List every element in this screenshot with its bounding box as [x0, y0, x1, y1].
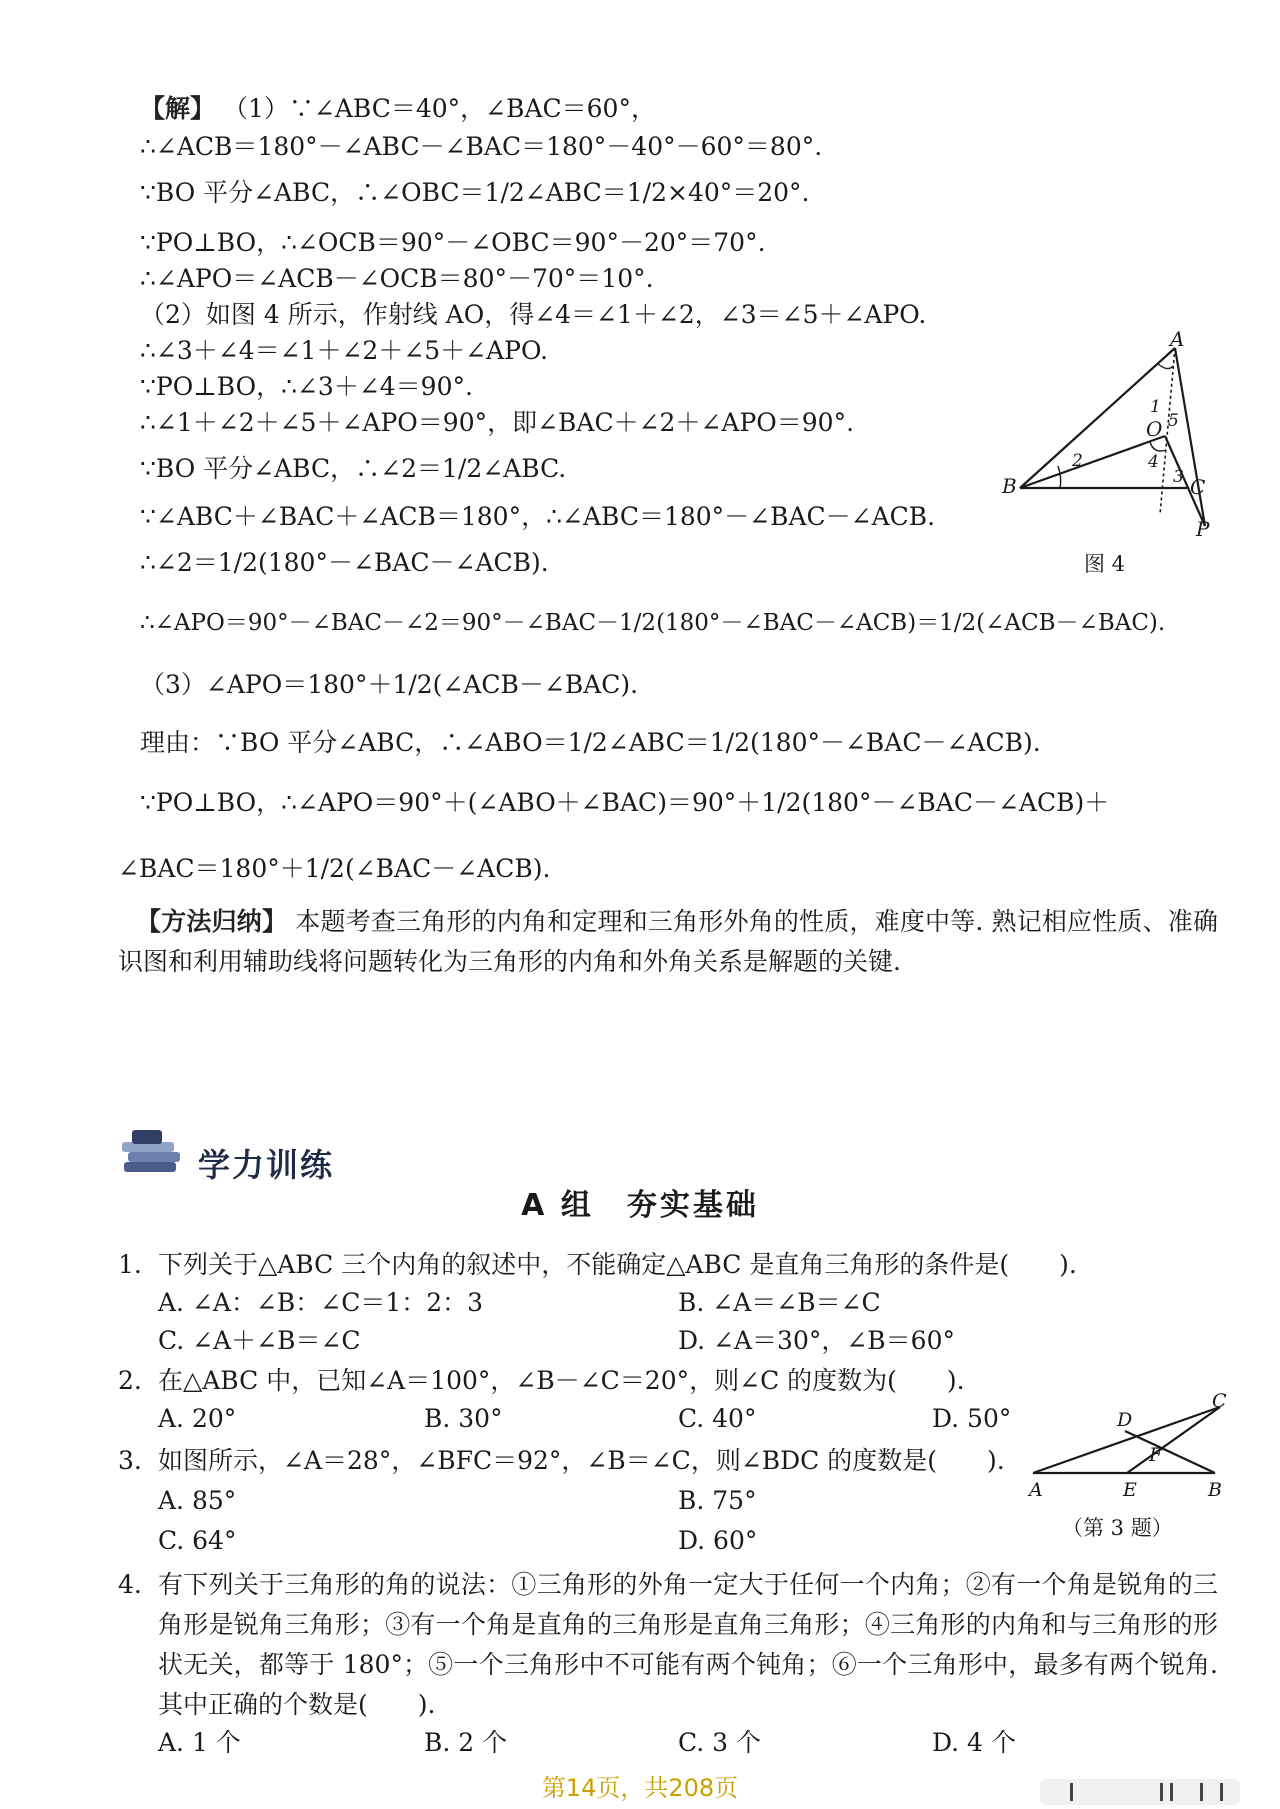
option-c: C. ∠A＋∠B＝∠C [158, 1326, 361, 1355]
fig4-seg-BO [1020, 436, 1165, 488]
figure-3-diagram [1025, 1390, 1227, 1505]
solution-tag: 【解】 [140, 94, 216, 123]
option-a: A. 1 个 [158, 1728, 241, 1757]
fig3-label-A: A [1029, 1479, 1043, 1501]
solution-line: ∴∠1＋∠2＋∠5＋∠APO＝90°，即∠BAC＋∠2＋∠APO＝90°. [140, 408, 855, 437]
fig3-label-C: C [1212, 1390, 1227, 1412]
solution-line: ∴∠APO＝90°－∠BAC－∠2＝90°－∠BAC－1/2(180°－∠BAC－∠ACB)＝1/2(∠ACB－∠BAC). [140, 610, 1166, 636]
question-text: 如图所示，∠A＝28°，∠BFC＝92°，∠B＝∠C，则∠BDC 的度数是( ). [158, 1446, 1005, 1475]
question-text: 有下列关于三角形的角的说法：①三角形的外角一定大于任何一个内角；②有一个角是锐角的三角形是锐角三角形；③有一个角是直角的三角形是直角三角形；④三角形的内角和与三角形的形状无关，都等于 180°；⑤一个三角形中不可能有两个钝角；⑥一个三角形中，最多有两个锐角. 其中正确的个数是( ). [158, 1570, 1218, 1719]
option-d: D. 50° [932, 1404, 1012, 1433]
figure-4-caption: 图 4 [1084, 552, 1126, 576]
fig4-label-B: B [1002, 474, 1017, 498]
method-summary [118, 902, 1218, 982]
solution-line: ∴∠3＋∠4＝∠1＋∠2＋∠5＋∠APO. [140, 336, 548, 365]
question-number: 4. [118, 1570, 142, 1599]
group-title: A 组 夯实基础 [521, 1188, 759, 1223]
option-b: B. 75° [678, 1486, 757, 1515]
option-c: C. 64° [158, 1526, 237, 1555]
solution-line: ∵PO⊥BO，∴∠OCB＝90°－∠OBC＝90°－20°＝70°. [140, 228, 766, 257]
fig4-arc-1 [1158, 364, 1173, 369]
solution-line: （2）如图 4 所示，作射线 AO，得∠4＝∠1＋∠2，∠3＝∠5＋∠APO. [140, 300, 927, 329]
solution-text: （1）∵∠ABC＝40°，∠BAC＝60°， [222, 94, 656, 123]
solution-line: ∴∠ACB＝180°－∠ABC－∠BAC＝180°－40°－60°＝80°. [140, 132, 823, 161]
fig4-label-C: C [1190, 475, 1206, 499]
solution-line: ∵∠ABC＋∠BAC＋∠ACB＝180°，∴∠ABC＝180°－∠BAC－∠ACB. [140, 502, 936, 531]
option-b: B. 2 个 [424, 1728, 508, 1757]
question-text: 在△ABC 中，已知∠A＝100°，∠B－∠C＝20°，则∠C 的度数为( ). [158, 1366, 965, 1395]
solution-line: 理由：∵BO 平分∠ABC，∴∠ABO＝1/2∠ABC＝1/2(180°－∠BAC－∠ACB). [140, 728, 1041, 757]
fig3-label-B: B [1208, 1479, 1222, 1501]
figure-3-caption: （第 3 题） [1062, 1516, 1173, 1540]
fig4-angle-4: 4 [1148, 452, 1159, 472]
option-c: C. 40° [678, 1404, 757, 1433]
option-a: A. ∠A：∠B：∠C＝1：2：3 [158, 1288, 484, 1317]
solution-line: ∠BAC＝180°＋1/2(∠BAC－∠ACB). [118, 854, 551, 883]
fig4-label-O: O [1146, 417, 1163, 441]
question-number: 1. [118, 1250, 142, 1279]
option-c: C. 3 个 [678, 1728, 761, 1757]
fig4-arc-2 [1058, 466, 1061, 488]
option-d: D. 4 个 [932, 1728, 1016, 1757]
fig4-label-P: P [1196, 517, 1210, 541]
fig4-angle-1: 1 [1150, 397, 1161, 417]
option-b: B. 30° [424, 1404, 503, 1433]
solution-line: ∴∠2＝1/2(180°－∠BAC－∠ACB). [140, 548, 549, 577]
scan-mark-icon [1040, 1775, 1260, 1809]
option-a: A. 20° [158, 1404, 237, 1433]
solution-line: ∵PO⊥BO，∴∠3＋∠4＝90°. [140, 372, 473, 401]
fig4-angle-3: 3 [1173, 467, 1184, 487]
fig4-seg-AP [1175, 348, 1205, 526]
option-d: D. 60° [678, 1526, 758, 1555]
fig3-label-D: D [1117, 1409, 1133, 1431]
option-b: B. ∠A＝∠B＝∠C [678, 1288, 881, 1317]
solution-line: ∵BO 平分∠ABC，∴∠OBC＝1/2∠ABC＝1/2×40°＝20°. [140, 178, 810, 207]
section-title: 学力训练 [198, 1146, 335, 1184]
fig3-seg-CE [1127, 1407, 1220, 1473]
fig3-label-E: E [1123, 1479, 1137, 1501]
solution-line: ∵BO 平分∠ABC，∴∠2＝1/2∠ABC. [140, 454, 567, 483]
fig4-label-A: A [1170, 327, 1185, 351]
option-d: D. ∠A＝30°，∠B＝60° [678, 1326, 955, 1355]
solution-line: ∵PO⊥BO，∴∠APO＝90°＋(∠ABO＋∠BAC)＝90°＋1/2(180°－∠BAC－∠ACB)＋ [140, 788, 1110, 817]
figure-4-diagram [1000, 327, 1210, 546]
question-number: 2. [118, 1366, 142, 1395]
fig4-angle-2: 2 [1072, 451, 1083, 471]
solution-line [140, 92, 656, 126]
solution-line: （3）∠APO＝180°＋1/2(∠ACB－∠BAC). [140, 670, 639, 699]
question-number: 3. [118, 1446, 142, 1475]
page-footer: 第14页，共208页 [541, 1774, 739, 1802]
books-icon [118, 1122, 188, 1182]
option-a: A. 85° [158, 1486, 237, 1515]
solution-line: ∴∠APO＝∠ACB－∠OCB＝80°－70°＝10°. [140, 264, 654, 293]
method-tag: 【方法归纳】 [136, 907, 288, 936]
fig3-label-F: F [1149, 1444, 1163, 1466]
fig3-seg-BD [1125, 1431, 1215, 1473]
fig4-arc-4 [1150, 442, 1166, 451]
method-text: 本题考查三角形的内角和定理和三角形外角的性质，难度中等. 熟记相应性质、准确识图和利用辅助线将问题转化为三角形的内角和外角关系是解题的关键. [118, 907, 1218, 976]
question-text: 下列关于△ABC 三个内角的叙述中，不能确定△ABC 是直角三角形的条件是( ). [158, 1250, 1077, 1279]
fig4-angle-5: 5 [1168, 411, 1179, 431]
